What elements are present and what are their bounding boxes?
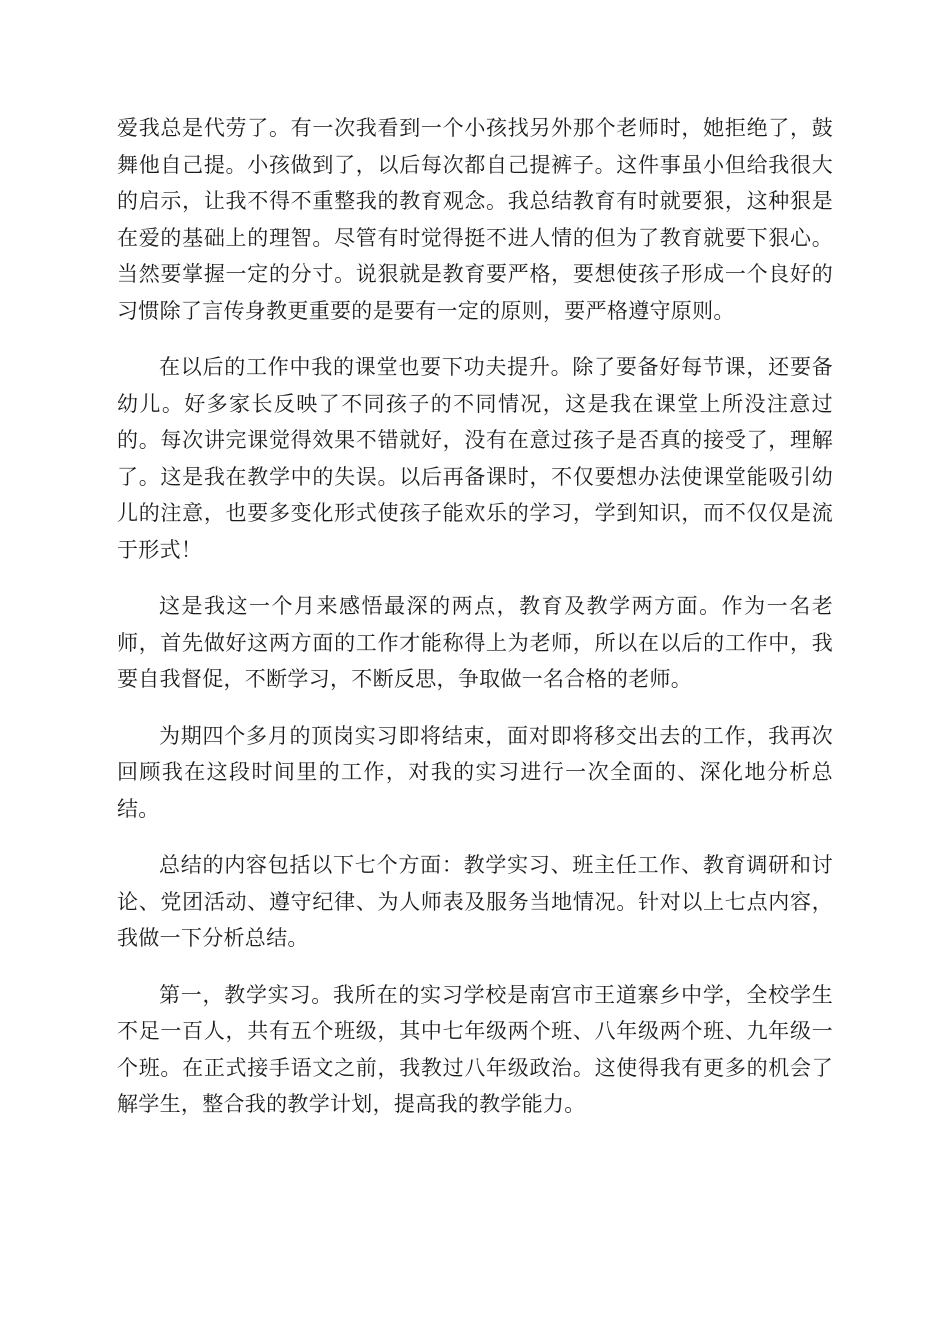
paragraph-4: 为期四个多月的顶岗实习即将结束，面对即将移交出去的工作，我再次回顾我在这段时间里的工作，对我的实习进行一次全面的、深化地分析总结。 (117, 723, 833, 821)
paragraph-2: 在以后的工作中我的课堂也要下功夫提升。除了要备好每节课，还要备幼儿。好多家长反映了不同孩子的不同情况，这是我在课堂上所没注意过的。每次讲完课觉得效果不错就好，没有在意过孩子是否真的接受了，理解了。这是我在教学中的失误。以后再备课时，不仅要想办法使课堂能吸引幼儿的注意，也要多变化形式使孩子能欢乐的学习，学到知识，而不仅仅是流于形式！ (117, 355, 833, 562)
paragraph-6: 第一，教学实习。我所在的实习学校是南宫市王道寨乡中学，全校学生不足一百人，共有五个班级，其中七年级两个班、八年级两个班、九年级一个班。在正式接手语文之前，我教过八年级政治。这使得我有更多的机会了解学生，整合我的教学计划，提高我的教学能力。 (117, 982, 833, 1116)
document-page (117, 110, 833, 1143)
paragraph-3: 这是我这一个月来感悟最深的两点，教育及教学两方面。作为一名老师，首先做好这两方面的工作才能称得上为老师，所以在以后的工作中，我要自我督促，不断学习，不断反思，争取做一名合格的老师。 (117, 594, 833, 691)
paragraph-1: 爱我总是代劳了。有一次我看到一个小孩找另外那个老师时，她拒绝了，鼓舞他自己提。小孩做到了，以后每次都自己提裤子。这件事虽小但给我很大的启示，让我不得不重整我的教育观念。我总结教育有时就要狠，这种狠是在爱的基础上的理智。尽管有时觉得挺不进人情的但为了教育就要下狠心。当然要掌握一定的分寸。说狠就是教育要严格，要想使孩子形成一个良好的习惯除了言传身教更重要的是要有一定的原则，要严格遵守原则。 (117, 116, 833, 323)
paragraph-5: 总结的内容包括以下七个方面：教学实习、班主任工作、教育调研和讨论、党团活动、遵守纪律、为人师表及服务当地情况。针对以上七点内容，我做一下分析总结。 (117, 853, 833, 950)
